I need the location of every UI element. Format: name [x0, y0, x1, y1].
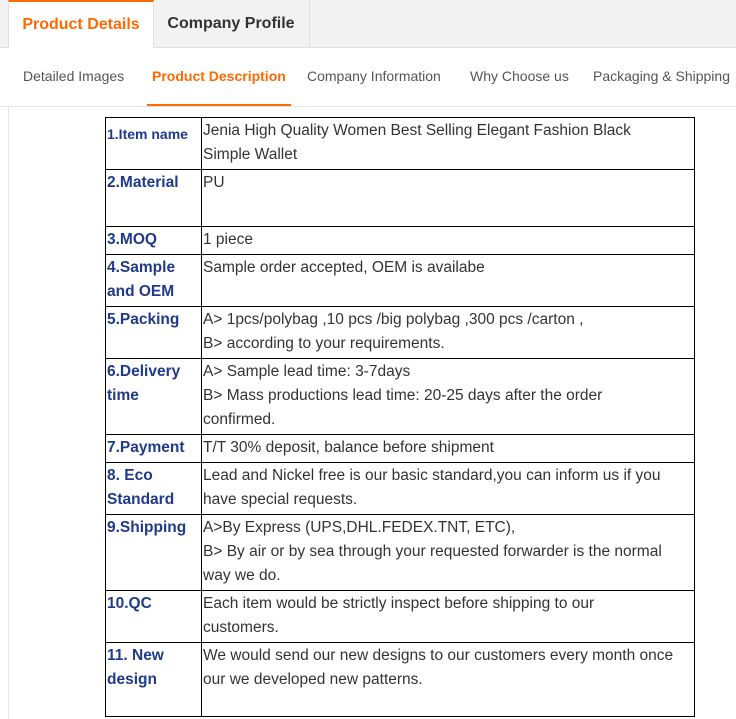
label-line: Standard: [107, 491, 175, 508]
subnav-product-description[interactable]: Product Description: [147, 48, 291, 106]
row-value: [202, 643, 695, 717]
row-value: [202, 591, 695, 643]
table-row: [106, 463, 695, 515]
value-line: B> according to your requirements.: [203, 335, 445, 352]
subnav-packaging-shipping[interactable]: Packaging & Shipping: [593, 68, 730, 84]
value-line: Sample order accepted, OEM is availabe: [203, 259, 485, 276]
value-line: B> By air or by sea through your requested forwarder is the normal: [203, 543, 662, 560]
table-row: [106, 118, 695, 170]
subnav-detailed-images[interactable]: Detailed Images: [23, 68, 125, 84]
value-line: confirmed.: [203, 411, 276, 428]
label-line: and OEM: [107, 283, 175, 300]
label-line: design: [107, 671, 157, 688]
label-line: 6.Delivery: [107, 363, 181, 380]
row-value: [202, 515, 695, 591]
value-line: We would send our new designs to our customers every month once: [203, 647, 674, 664]
label-line: 4.Sample: [107, 259, 176, 276]
value-line: T/T 30% deposit, balance before shipment: [203, 439, 494, 456]
row-label: 10.QC: [106, 591, 202, 643]
value-line: B> Mass productions lead time: 20-25 days after the order: [203, 387, 603, 404]
value-line: our we developed new patterns.: [203, 671, 423, 688]
value-line: customers.: [203, 619, 279, 636]
value-line: A> Sample lead time: 3-7days: [203, 363, 411, 380]
row-label: [106, 643, 202, 717]
spec-table: [105, 117, 695, 717]
row-label: 9.Shipping: [106, 515, 202, 591]
table-row: [106, 435, 695, 463]
table-row: [106, 643, 695, 717]
row-label: 1.Item name: [106, 118, 202, 170]
value-line: 1 piece: [203, 231, 253, 248]
table-row: [106, 591, 695, 643]
label-line: time: [107, 387, 139, 404]
row-value: [202, 435, 695, 463]
tab-company-profile[interactable]: Company Profile: [153, 0, 310, 47]
row-label: [106, 255, 202, 307]
row-value: [202, 118, 695, 170]
row-label: 5.Packing: [106, 307, 202, 359]
section-subnav: [0, 48, 736, 107]
table-row: [106, 170, 695, 227]
value-line: A> 1pcs/polybag ,10 pcs /big polybag ,300 pcs /carton ,: [203, 311, 584, 328]
row-label: 3.MOQ: [106, 227, 202, 255]
table-row: [106, 359, 695, 435]
subnav-company-information[interactable]: Company Information: [307, 68, 441, 84]
value-line: Simple Wallet: [203, 146, 298, 163]
value-line: have special requests.: [203, 491, 358, 508]
top-tab-bar: [0, 0, 736, 48]
row-value: [202, 170, 695, 227]
label-line: 11. New: [107, 647, 164, 664]
table-row: [106, 307, 695, 359]
value-line: Lead and Nickel free is our basic standard,you can inform us if you: [203, 467, 661, 484]
table-row: [106, 515, 695, 591]
row-value: [202, 227, 695, 255]
value-line: Jenia High Quality Women Best Selling Elegant Fashion Black: [203, 122, 631, 139]
row-value: [202, 307, 695, 359]
value-line: PU: [203, 174, 225, 191]
value-line: way we do.: [203, 567, 281, 584]
value-line: A>By Express (UPS,DHL.FEDEX.TNT, ETC),: [203, 519, 516, 536]
label-line: 8. Eco: [107, 467, 153, 484]
row-label: 7.Payment: [106, 435, 202, 463]
subnav-why-choose-us[interactable]: Why Choose us: [470, 68, 569, 84]
row-label: 2.Material: [106, 170, 202, 227]
product-description-content: [8, 107, 736, 719]
row-value: [202, 359, 695, 435]
tab-product-details[interactable]: Product Details: [8, 0, 154, 48]
table-row: [106, 227, 695, 255]
row-label: [106, 359, 202, 435]
row-label: [106, 463, 202, 515]
row-value: [202, 255, 695, 307]
table-row: [106, 255, 695, 307]
value-line: Each item would be strictly inspect before shipping to our: [203, 595, 595, 612]
row-value: [202, 463, 695, 515]
